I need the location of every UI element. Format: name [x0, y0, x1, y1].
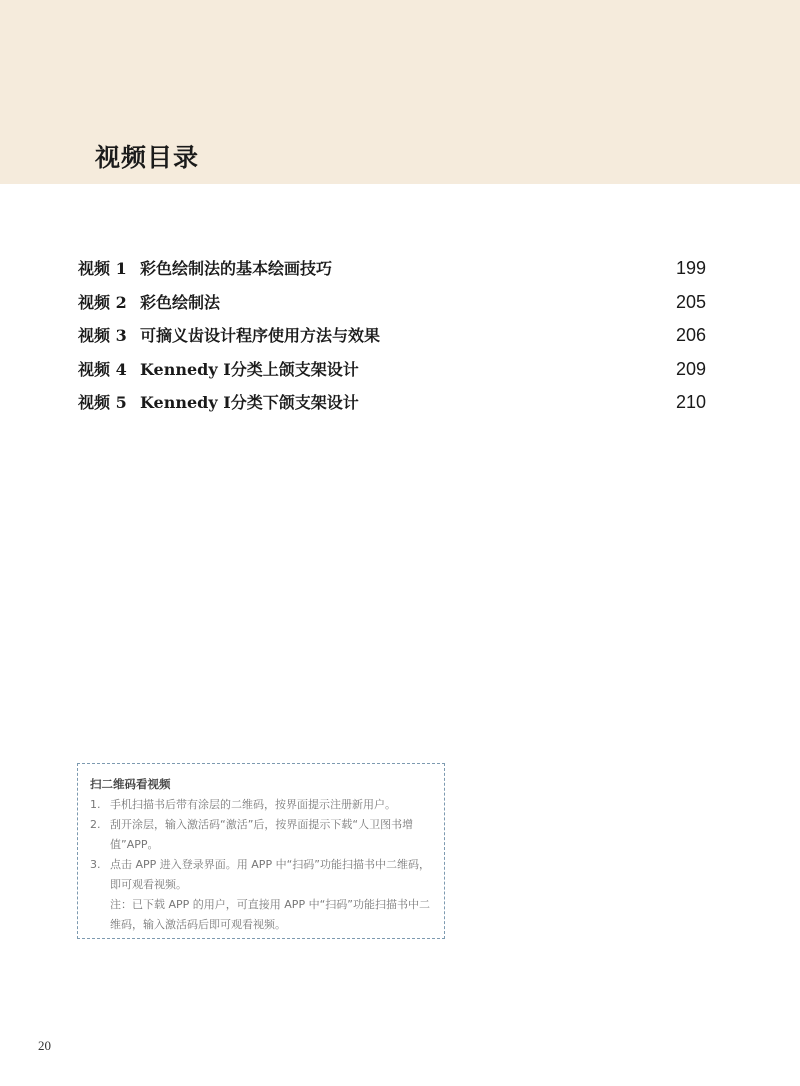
toc-label: 视频 1: [78, 259, 127, 278]
toc-title: Kennedy Ⅰ分类上颌支架设计: [140, 359, 359, 379]
step-text: 点击 APP 进入登录界面。用 APP 中“扫码”功能扫描书中二维码，即可观看视频。: [110, 858, 430, 891]
toc-label: 视频 3: [78, 326, 127, 345]
toc-label: 视频 2: [78, 292, 127, 312]
toc-row[interactable]: [78, 256, 706, 290]
toc-title: Kennedy Ⅰ分类下颌支架设计: [140, 393, 359, 412]
page-title: 视频目录: [95, 143, 200, 172]
toc-page: 210: [675, 392, 706, 412]
instruction-step: [90, 795, 432, 815]
toc-row[interactable]: [78, 357, 706, 391]
toc-row[interactable]: [78, 323, 706, 357]
scan-note: 注：已下载 APP 的用户，可直接用 APP 中“扫码”功能扫描书中二维码，输入激活码后即可观看视频。: [110, 898, 430, 931]
scan-instructions-box: [77, 763, 445, 939]
step-number: 2.: [90, 818, 101, 831]
toc-title: 彩色绘制法的基本绘画技巧: [140, 259, 333, 278]
video-toc: [78, 256, 706, 424]
toc-title: 可摘义齿设计程序使用方法与效果: [140, 326, 381, 345]
toc-label: 视频 4: [78, 359, 127, 379]
step-text: 手机扫描书后带有涂层的二维码，按界面提示注册新用户。: [110, 798, 396, 811]
toc-page: 209: [675, 358, 706, 379]
instruction-step: [90, 855, 432, 895]
scan-title: 扫二维码看视频: [90, 777, 171, 791]
toc-page: 205: [675, 291, 706, 312]
page-number: 20: [38, 1038, 51, 1053]
toc-title: 彩色绘制法: [140, 292, 221, 312]
toc-page: 199: [675, 258, 706, 278]
toc-row[interactable]: [78, 290, 706, 324]
step-number: 3.: [90, 858, 101, 871]
step-number: 1.: [90, 798, 101, 811]
instruction-step: [90, 815, 432, 855]
toc-row[interactable]: [78, 390, 706, 424]
step-text: 刮开涂层，输入激活码“激活”后，按界面提示下载“人卫图书增值”APP。: [110, 818, 414, 851]
toc-label: 视频 5: [78, 393, 127, 412]
toc-page: 206: [675, 325, 706, 345]
